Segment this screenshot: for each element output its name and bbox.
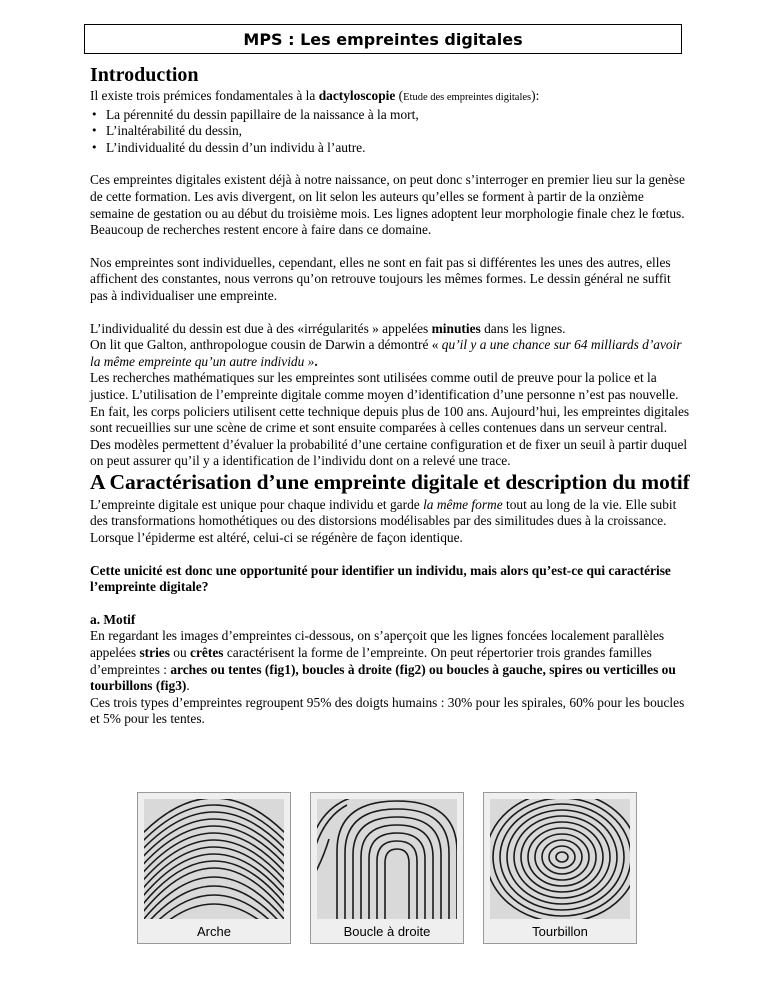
- bold-term: dactyloscopie: [318, 88, 396, 103]
- text-run: On lit que Galton, anthropologue cousin de Darwin a démontré «: [90, 337, 442, 353]
- section-a-paragraph-2: [90, 628, 690, 694]
- document-body: [90, 64, 690, 728]
- text-run: ):: [531, 88, 540, 103]
- intro-paragraph-5: [90, 337, 690, 370]
- text-run: dans les lignes.: [480, 320, 566, 336]
- premises-list: [90, 107, 690, 157]
- text-run: (: [395, 88, 404, 103]
- figure-loop: [310, 792, 464, 944]
- small-note: Etude des empreintes digitales: [403, 92, 532, 103]
- section-a-paragraph-1: [90, 497, 690, 547]
- section-a-question: [90, 563, 690, 596]
- intro-paragraph-3: Nos empreintes sont individuelles, cependant, elles ne sont en fait pas si différentes les unes des autres, elles affichent des constantes, nous verrons qu’on retrouve toujours les mêmes formes. Le dessin général ne suffit pas à individualiser une empreinte.: [90, 254, 671, 303]
- text-run: .: [186, 678, 190, 694]
- intro-heading: Introduction: [90, 64, 199, 86]
- intro-paragraph-4: [90, 321, 690, 338]
- figure-arch: [137, 792, 291, 944]
- figure-caption: Boucle à droite: [343, 924, 431, 939]
- text-run: L’empreinte digitale est unique pour chaque individu et garde: [90, 496, 424, 512]
- loop-fingerprint-icon: [317, 799, 457, 919]
- subsection-heading: [90, 612, 690, 629]
- section-a-paragraph-3: Ces trois types d’empreintes regroupent 95% des doigts humains : 30% pour les spirales, 60% pour les boucles et 5% pour les tentes.: [90, 694, 685, 727]
- list-item: • L’inaltérabilité du dessin,: [90, 123, 690, 140]
- figure-whorl: [483, 792, 637, 944]
- figure-caption: Tourbillon: [532, 924, 588, 939]
- text-run: ou: [169, 645, 191, 661]
- text-run: caractérisent la forme de l’empreinte. On peut répertorier trois grandes familles d’empreintes :: [90, 645, 652, 677]
- bold-term: arches ou tentes (fig1), boucles à droite (fig2) ou boucles à gauche, spires ou verticilles ou tourbillons (fig3): [90, 661, 676, 694]
- intro-paragraph-6: Les recherches mathématiques sur les empreintes sont utilisées comme outil de preuve pour la police et la justice. L’utilisation de l’empreinte digitale comme moyen d’identification d’une personne n’est pas nouvelle. En fait, les corps policiers utilisent cette technique depuis plus de 100 ans. Aujourd’hui, les empreintes digitales sont recueillies sur une scène de crime et sont ensuite comparées à celles contenues dans un serveur central. Des modèles permettent d’évaluer la probabilité d’une certaine configuration et de fixer un seuil à partir duquel on peut assurer qu’il y a identification de l’individu dont on a relevé une trace.: [90, 370, 690, 469]
- bold-term: crêtes: [190, 645, 224, 661]
- text-run: En regardant les images d’empreintes ci-dessous, on s’aperçoit que les lignes foncées localement parallèles appelées: [90, 628, 665, 661]
- arch-fingerprint-icon: [144, 799, 284, 919]
- page-title: MPS : Les empreintes digitales: [84, 24, 682, 54]
- italic-quote: qu’il y a une chance sur 64 milliards d’avoir la même empreinte qu’un autre individu »: [90, 337, 682, 369]
- text-run: .: [314, 353, 318, 369]
- section-a-heading: A Caractérisation d’une empreinte digitale et description du motif: [90, 469, 690, 494]
- intro-paragraph-2: Ces empreintes digitales existent déjà à notre naissance, on peut donc s’interroger en premier lieu sur la genèse de cette formation. Les avis divergent, on lit selon les auteurs qu’elles se forment à partir de la onzième semaine de gestation ou au début du troisième mois. Les lignes adoptent leur morphologie finale chez le fœtus. Beaucoup de recherches restent encore à faire dans ce domaine.: [90, 172, 685, 238]
- text-run: tout au long de la vie. Elle subit des transformations homothétiques ou des distorsions modélisables par des similitudes dues à la croissance. Lorsque l’épiderme est altéré, celui-ci se régénère de façon identique.: [90, 496, 677, 546]
- figure-caption: Arche: [197, 924, 231, 939]
- fingerprint-figures: [137, 792, 637, 944]
- bold-term: minuties: [431, 320, 481, 336]
- text-run: Il existe trois prémices fondamentales à la: [90, 88, 319, 103]
- bold-subheading: a. Motif: [90, 611, 136, 627]
- whorl-fingerprint-icon: [490, 799, 630, 919]
- bold-question: Cette unicité est donc une opportunité pour identifier un individu, mais alors qu’est-ce qui caractérise l’empreinte digitale?: [90, 562, 671, 595]
- intro-paragraph-1: [90, 88, 690, 107]
- list-item: • La pérennité du dessin papillaire de la naissance à la mort,: [90, 107, 690, 124]
- text-run: L’individualité du dessin est due à des «irrégularités » appelées: [90, 320, 432, 336]
- list-item: • L’individualité du dessin d’un individu à l’autre.: [90, 140, 690, 157]
- italic-term: la même forme: [423, 496, 503, 512]
- bold-term: stries: [139, 645, 170, 661]
